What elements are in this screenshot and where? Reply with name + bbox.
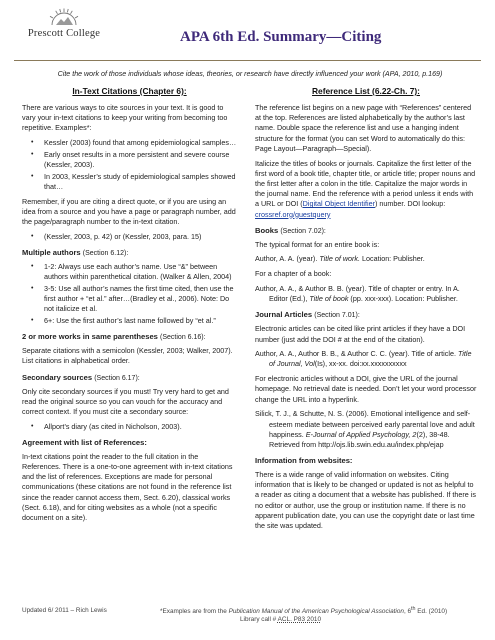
header-divider bbox=[14, 60, 481, 61]
section-ref: (Section 6.17): bbox=[94, 374, 140, 382]
secondary-source-list bbox=[22, 422, 237, 432]
list-item: • In 2003, Kessler’s study of epidemiological samples showed that… bbox=[22, 172, 237, 192]
italic-title: Title of work. bbox=[319, 254, 361, 264]
list-item: • Early onset results in a more persistent and severe course (Kessler, 2003). bbox=[22, 150, 237, 170]
example-reference bbox=[255, 409, 477, 450]
subheading-label: Books bbox=[255, 225, 279, 235]
books-heading bbox=[255, 226, 477, 237]
manual-title: Publication Manual of the American Psychological Association bbox=[228, 608, 404, 616]
left-column bbox=[22, 86, 237, 528]
crossref-link[interactable]: crossref.org/guestquery bbox=[255, 209, 331, 219]
list-item: • Kessler (2003) found that among epidemiological samples… bbox=[22, 138, 237, 148]
subheading-label: Secondary sources bbox=[22, 372, 93, 382]
text-run: Author, A. A., Author B. B., & Author C. C. (year). Title of article. bbox=[255, 349, 458, 359]
subheading-label: Multiple authors bbox=[22, 248, 81, 258]
journal-articles-heading bbox=[255, 310, 477, 321]
list-item: • 3-5: Use all author’s names the first time cited, then use the first author + “et al.” after…(Bradley et al., 2006). Note: Do not italicize et al. bbox=[22, 284, 237, 315]
text-run: Library call # bbox=[240, 616, 278, 623]
text-run: *Examples are from the bbox=[160, 608, 229, 616]
text-run: (Is), xx-xx. doi:xx.xxxxxxxxxx bbox=[314, 359, 407, 369]
italic-title: Title of Journal, Vol bbox=[269, 349, 472, 369]
subheading-label: Journal Articles bbox=[255, 310, 313, 320]
list-item: • (Kessler, 2003, p. 42) or (Kessler, 2003, para. 15) bbox=[22, 232, 237, 242]
footer-call-number bbox=[160, 615, 480, 624]
paragraph: There are various ways to cite sources in your text. It is good to vary your in-text citations to keep your writing from becoming too repetitive. Examples*: bbox=[22, 102, 228, 133]
paragraph: Separate citations with a semicolon (Kessler, 2003; Walker, 2007). List citations in alphabetical order. bbox=[22, 346, 233, 366]
section-ref: (Section 6.16): bbox=[160, 334, 206, 342]
italic-title: E-Journal of Applied Psychology, 2 bbox=[305, 429, 417, 439]
example-list bbox=[22, 138, 237, 192]
intro-text: Cite the work of those individuals whose ideas, theories, or research have directly influenced your work (APA, 2010, p.169) bbox=[57, 70, 443, 78]
paragraph: The typical format for an entire book is: bbox=[255, 239, 380, 249]
same-parentheses-heading bbox=[22, 332, 237, 343]
paragraph: The reference list begins on a new page with “References” centered at the top. References are listed alphabetically by the author’s last name. Double space the reference list and use a hanging indent structure for the format (you can set Word to automatically do this: Page Layout—Paragraph—Special). bbox=[255, 102, 472, 153]
call-number: ACL. P83 2010 bbox=[277, 616, 322, 623]
page-number-list bbox=[22, 232, 237, 242]
section-ref: (Section 6.12): bbox=[82, 250, 129, 258]
multiple-authors-heading bbox=[22, 248, 237, 259]
page-title: APA 6th Ed. Summary—Citing bbox=[180, 29, 382, 45]
websites-heading: Information from websites: bbox=[255, 456, 353, 466]
paragraph bbox=[255, 159, 477, 220]
doi-link[interactable]: Digital Object Identifier bbox=[302, 199, 375, 209]
page-header bbox=[0, 0, 495, 64]
text-run: Silick, T. J., & Schutte, N. S. (2006). Emotional intelligence and self-esteem mediate between perceived early parental love and adult happiness. bbox=[255, 409, 475, 439]
paragraph: For a chapter of a book: bbox=[255, 269, 332, 279]
logo-text: Prescott College bbox=[27, 28, 101, 39]
reference-list-heading: Reference List (6.22-Ch. 7): bbox=[312, 86, 420, 96]
section-ref: (Section 7.01): bbox=[314, 312, 360, 320]
right-column bbox=[255, 86, 477, 536]
paragraph: For electronic articles without a DOI, give the URL of the journal homepage. No retrieval date is needed. Don’t let your word processor change the URL into a hyperlink. bbox=[255, 374, 477, 404]
section-ref: (Section 7.02): bbox=[280, 227, 326, 235]
text-run: (2), 38-48. Retrieved from http://ojs.lib.swin.edu.au/index.php/ejap bbox=[269, 429, 450, 449]
text-run: , 6 bbox=[403, 608, 412, 616]
in-text-citations-heading: In-Text Citations (Chapter 6): bbox=[72, 86, 187, 96]
text-run: Ed. (2010) bbox=[415, 608, 448, 616]
secondary-sources-heading bbox=[22, 373, 237, 384]
book-reference-format bbox=[255, 254, 477, 264]
superscript: th bbox=[411, 606, 416, 612]
text-run: Location: Publisher. bbox=[360, 254, 425, 264]
article-reference-format bbox=[255, 349, 477, 369]
paragraph: Remember, if you are citing a direct quote, or if you are using an idea from a source and you have a page or paragraph number, add the page/paragraph number to the in-text citation. bbox=[22, 196, 236, 227]
italic-title: Title of book bbox=[309, 294, 349, 304]
subheading-label: 2 or more works in same parentheses bbox=[22, 332, 158, 342]
text-run: Author, A. A., & Author B. B. (year). Title of chapter or entry. In A. Editor (Ed.), bbox=[255, 283, 460, 304]
text-run: (pp. xxx-xxx). Location: Publisher. bbox=[348, 294, 458, 304]
chapter-reference-format bbox=[255, 284, 477, 304]
paragraph: There is a wide range of valid information on websites. Citing information that is likely to be changed or updated is not as helpful to a reader as citing a document that a website has published. If there is no editor or author, use the group or institution name. If there is no apparent publication date, you can use the copyright date or last time the site was updated. bbox=[255, 469, 476, 531]
text-run: Italicize the titles of books or journals. Capitalize the first letter of the first word of a book title, chapter title, or article title; proper nouns and the first letter after a colon in the title. Capitalize the major words in the journal name. End the reference with a period unless it ends with a URL or DOI ( bbox=[255, 158, 476, 209]
footer-updated: Updated 6/ 2011 – Rich Lewis bbox=[22, 607, 107, 614]
agreement-heading: Agreement with list of References: bbox=[22, 437, 147, 447]
sun-emblem-icon bbox=[47, 8, 81, 26]
paragraph: Electronic articles can be cited like print articles if they have a DOI number (just add the DOI # at the end of the citation). bbox=[255, 324, 466, 344]
list-item: • 1-2: Always use each author’s name. Use “&” between authors within parenthetical citation. (Walker & Allen, 2004) bbox=[22, 262, 237, 282]
paragraph: Only cite secondary sources if you must! Try very hard to get and read the original source so you can vouch for the accuracy and correct context. If you must cite a secondary source: bbox=[22, 386, 229, 417]
list-item: • 6+: Use the first author’s last name followed by “et al.” bbox=[22, 316, 237, 326]
text-run: Author, A. A. (year). bbox=[255, 254, 320, 264]
list-item: • Allport’s diary (as cited in Nicholson, 2003). bbox=[22, 422, 237, 432]
paragraph: In-text citations point the reader to the full citation in the References. There is a one-to-one agreement with in-text citations and the list of references. Exceptions are made for personal communications (these citations are not found in the reference list since the reader cannot access them, Sect. 6.20), classical works (Sect. 6.18), and for citing websites as a whole (not a specific document on a site). bbox=[22, 451, 233, 523]
text-run: ) number. DOI lookup: bbox=[374, 199, 446, 209]
college-logo bbox=[14, 8, 114, 42]
multiple-authors-list bbox=[22, 262, 237, 326]
